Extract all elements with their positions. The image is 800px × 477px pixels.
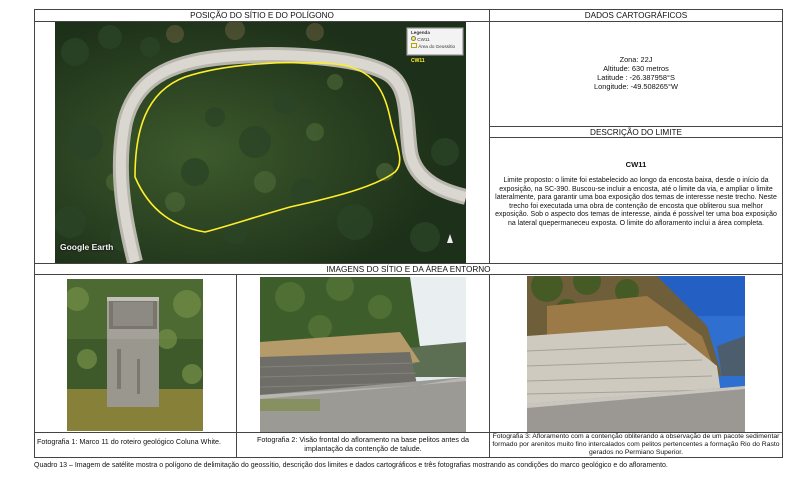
cartographic-data — [489, 55, 783, 91]
point-marker-icon — [411, 36, 416, 41]
altitude-value: Altitude: 630 metros — [603, 64, 669, 73]
limit-header: DESCRIÇÃO DO LIMITE — [590, 128, 682, 137]
images-header: IMAGENS DO SÍTIO E DA ÁREA ENTORNO — [326, 265, 491, 274]
satellite-map[interactable] — [55, 22, 466, 263]
photo3-caption: Fotografia 3: Afloramento com a contenção obliterando a observação de um pacote sedimentar formado por arenitos muito fino intercalados com pelitos pertencentes a formação Rio do Rasto gerados no Permiano Superior. — [492, 433, 780, 456]
legend-title: Legenda — [411, 30, 430, 35]
map-legend — [407, 28, 463, 55]
outcrop-contention-image — [527, 276, 745, 432]
outcrop-front-image — [260, 277, 466, 432]
photo2-caption: Fotografia 2: Visão frontal do afloramento na base pelitos antes da implantação da contenção de talude. — [256, 435, 470, 453]
legend-item-point-label: CW11 — [417, 37, 430, 42]
satellite-image — [55, 22, 466, 263]
map-point-label: CW11 — [411, 58, 425, 64]
google-earth-watermark: Google Earth — [60, 242, 114, 252]
marker-image — [67, 279, 203, 431]
cartographic-header: DADOS CARTOGRÁFICOS — [584, 11, 688, 20]
north-arrow-icon — [447, 234, 453, 243]
latitude-value: Latitude : -26.387958°S — [597, 73, 675, 82]
legend-item-area — [411, 43, 459, 50]
photo-outcrop-contention[interactable] — [527, 276, 745, 432]
legend-item-area-label: Área do Geossítio — [418, 44, 456, 49]
zone-value: Zona: 22J — [619, 55, 653, 64]
photo-outcrop-front[interactable] — [260, 277, 466, 432]
photo-marker[interactable] — [67, 279, 203, 431]
limit-code: CW11 — [625, 160, 647, 169]
limit-text: Limite proposto: o limite foi estabelecido ao longo da encosta baixa, desde o início da exposição, na SC-390. Buscou-se incluir a encosta, até o limite da via, e ampliar o limite lateralmente, para garantir uma boa exposição dos temas de interesse neste trecho. Neste trecho foi executada uma obra de contenção de encosta que obliterou sua melhor exposição. Sob o aspecto dos temas de interesse, ainda é possível ter uma boa exposição na lateral quepermaneceu exposta. O limite do afloramento inclui a área completa. — [495, 177, 777, 227]
legend-item-point — [411, 36, 459, 43]
figure-caption: Quadro 13 – Imagem de satélite mostra o polígono de delimitação do geossítio, descrição dos limites e dados cartográficos e três fotografias mostrando as condições do marco geológico e do afloramento. — [34, 462, 668, 469]
longitude-value: Longitude: -49.508265°W — [594, 82, 678, 91]
position-header: POSIÇÃO DO SÍTIO E DO POLÍGONO — [190, 11, 334, 20]
photo1-caption: Fotografia 1: Marco 11 do roteiro geológico Coluna White. — [37, 437, 222, 446]
area-swatch-icon — [411, 43, 417, 48]
